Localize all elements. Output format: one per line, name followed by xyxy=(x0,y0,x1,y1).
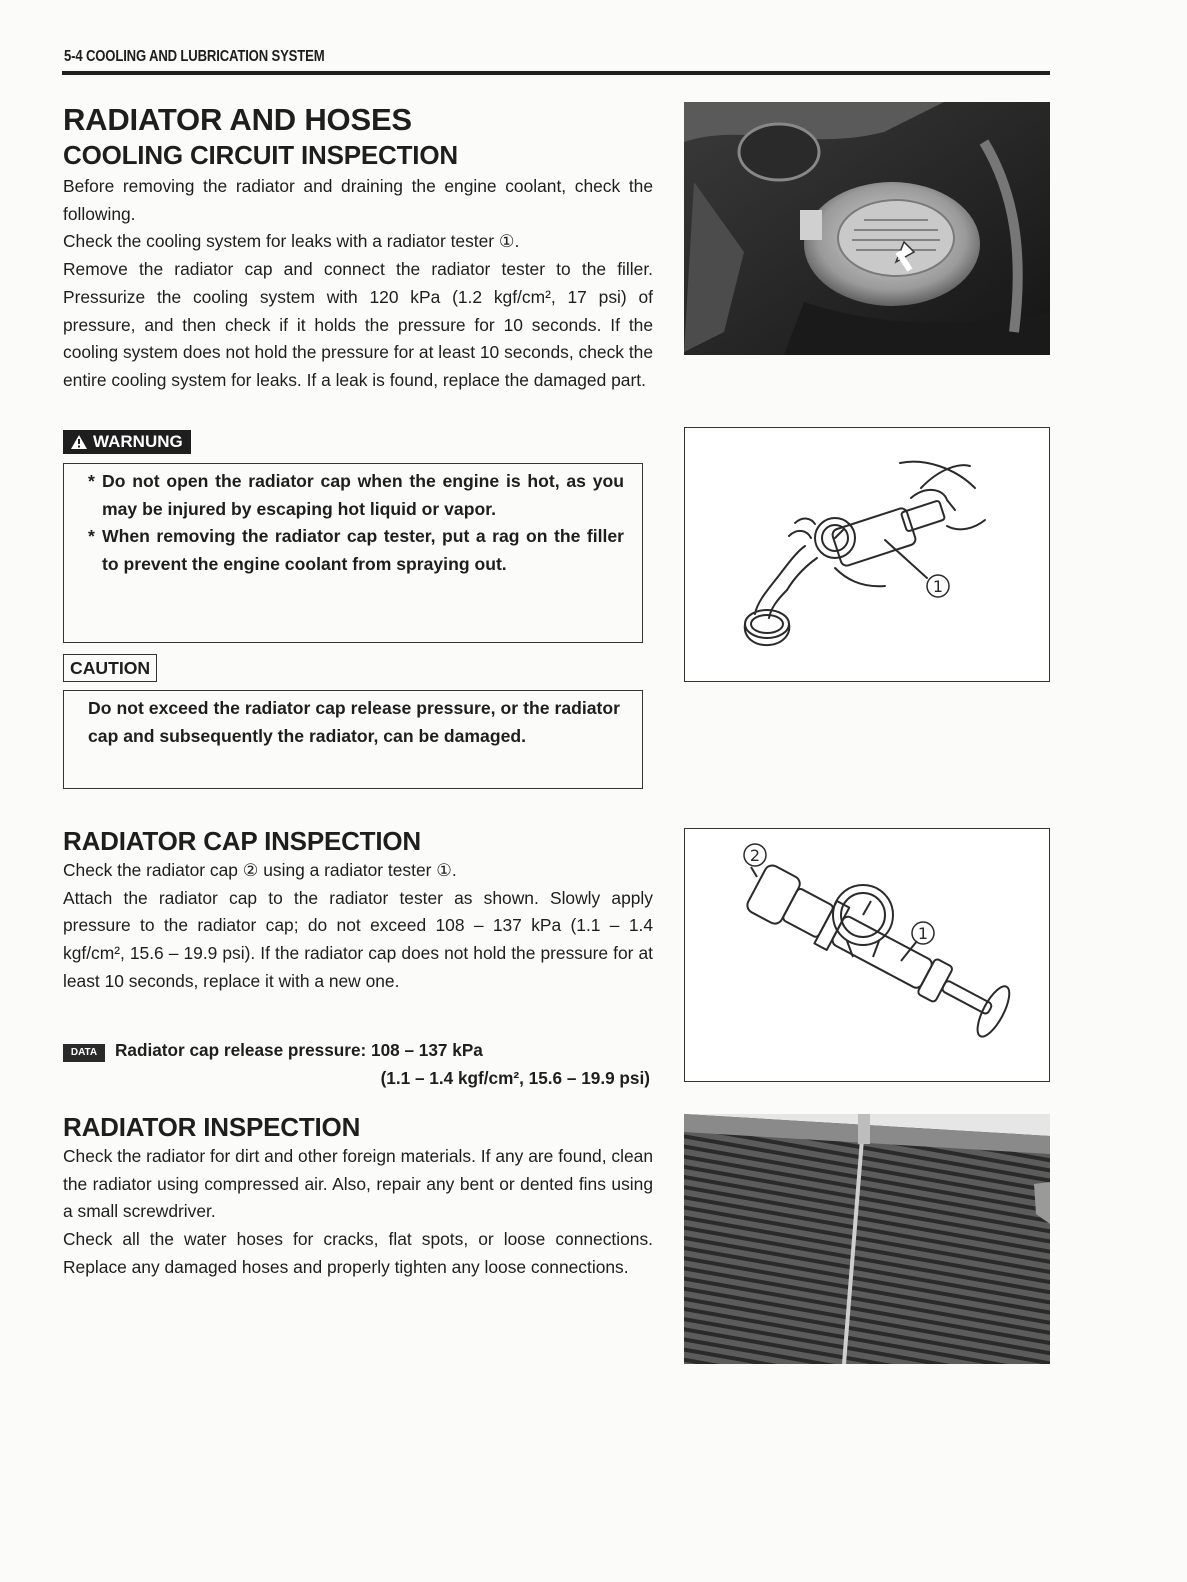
section-title: RADIATOR AND HOSES xyxy=(63,102,412,137)
paragraph: Before removing the radiator and draining the engine coolant, check the following. xyxy=(63,176,653,224)
warning-box xyxy=(63,463,643,643)
radiator-tester-diagram xyxy=(684,427,1050,682)
paragraph: Check the radiator for dirt and other foreign materials. If any are found, clean the radiator using compressed air. Also, repair any bent or dented fins using a small screwdriver. xyxy=(63,1146,653,1222)
radiator-fins-photo xyxy=(684,1114,1050,1364)
spec-line: Radiator cap release pressure: 108 – 137 kPa xyxy=(115,1040,483,1060)
radiator-cap-section xyxy=(63,826,653,996)
paragraph: Check all the water hoses for cracks, flat spots, or loose connections. Replace any damaged hoses and properly tighten any loose connections. xyxy=(63,1229,653,1277)
page-header: 5-4 COOLING AND LUBRICATION SYSTEM xyxy=(64,48,325,65)
warning-item: * Do not open the radiator cap when the engine is hot, as you may be injured by escaping hot liquid or vapor. xyxy=(88,471,624,519)
engine-radiator-cap-photo xyxy=(684,102,1050,355)
warning-label xyxy=(63,430,191,454)
warning-item: * When removing the radiator cap tester, put a rag on the filler to prevent the engine coolant from spraying out. xyxy=(88,526,624,575)
svg-text:1: 1 xyxy=(917,924,929,943)
caution-box xyxy=(63,690,643,789)
cooling-circuit-section xyxy=(63,102,653,395)
paragraph: Check the radiator cap ② using a radiator tester ①. xyxy=(63,860,457,880)
section-title: RADIATOR CAP INSPECTION xyxy=(63,826,421,856)
paragraph: Check the cooling system for leaks with a radiator tester ①. xyxy=(63,231,520,252)
spec-block xyxy=(63,1036,650,1092)
paragraph: Remove the radiator cap and connect the radiator tester to the filler. Pressurize the cooling system with 120 kPa (1.2 kgf/cm², 17 psi) of pressure, and then check if it holds the pressure for 10 seconds. If the cooling system does not hold the pressure for at least 10 seconds, check the entire cooling system for leaks. If a leak is found, replace the damaged part. xyxy=(63,259,653,390)
subsection-title: COOLING CIRCUIT INSPECTION xyxy=(63,140,458,170)
warning-triangle-icon xyxy=(71,435,87,449)
data-icon: DATA xyxy=(63,1044,105,1062)
svg-text:1: 1 xyxy=(932,577,944,596)
radiator-inspection-section xyxy=(63,1112,653,1282)
caution-label: CAUTION xyxy=(63,654,157,682)
warning-label-text: WARNUNG xyxy=(93,432,183,451)
spec-line: (1.1 – 1.4 kgf/cm², 15.6 – 19.9 psi) xyxy=(380,1068,650,1088)
radiator-cap-tester-diagram xyxy=(684,828,1050,1082)
header-rule xyxy=(62,71,1050,75)
caution-text: Do not exceed the radiator cap release pressure, or the radiator cap and subsequently the radiator, can be damaged. xyxy=(88,698,620,746)
section-title: RADIATOR INSPECTION xyxy=(63,1112,361,1142)
paragraph: Attach the radiator cap to the radiator tester as shown. Slowly apply pressure to the radiator cap; do not exceed 108 – 137 kPa (1.1 – 1.4 kgf/cm², 15.6 – 19.9 psi). If the radiator cap does not hold the pressure for at least 10 seconds, replace it with a new one. xyxy=(63,887,653,991)
svg-text:2: 2 xyxy=(749,846,761,865)
